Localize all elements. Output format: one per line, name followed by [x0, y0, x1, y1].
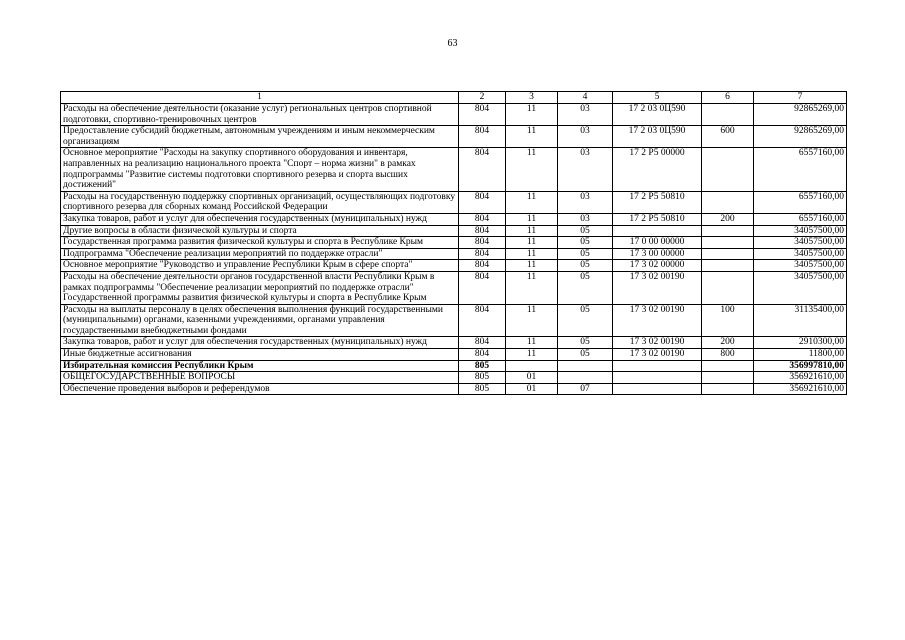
amount-cell: 34057500,00 — [754, 237, 847, 249]
item-name-cell: ОБЩЕГОСУДАРСТВЕННЫЕ ВОПРОСЫ — [61, 372, 459, 384]
code-vr-cell — [702, 104, 754, 126]
code-csr-cell: 17 2 03 0Ц590 — [613, 126, 702, 148]
code-vr-cell — [702, 248, 754, 260]
amount-cell: 92865269,00 — [754, 104, 847, 126]
code-rz-cell: 11 — [506, 237, 558, 249]
header-cell: 6 — [702, 92, 754, 104]
code-pr-cell: 03 — [558, 213, 613, 225]
code-vr-cell — [702, 225, 754, 237]
table-body — [61, 104, 847, 395]
item-name-cell: Подпрограмма "Обеспечение реализации мероприятий по поддержке отрасли" — [61, 248, 459, 260]
code-csr-cell: 17 3 02 00190 — [613, 337, 702, 349]
code-csr-cell: 17 2 P5 50810 — [613, 191, 702, 213]
table-row — [61, 126, 847, 148]
code-csr-cell: 17 3 00 00000 — [613, 248, 702, 260]
table-row — [61, 225, 847, 237]
table-row — [61, 213, 847, 225]
code-rz-cell: 11 — [506, 104, 558, 126]
code-csr-cell: 17 0 00 00000 — [613, 237, 702, 249]
header-cell: 1 — [61, 92, 459, 104]
amount-cell: 356997810,00 — [754, 360, 847, 372]
header-cell: 3 — [506, 92, 558, 104]
code-pr-cell: 03 — [558, 148, 613, 191]
code-gr-cell: 804 — [459, 225, 506, 237]
item-name-cell: Закупка товаров, работ и услуг для обеспечения государственных (муниципальных) нужд — [61, 337, 459, 349]
amount-cell: 356921610,00 — [754, 372, 847, 384]
table-row — [61, 372, 847, 384]
amount-cell: 356921610,00 — [754, 383, 847, 395]
table-row — [61, 260, 847, 272]
code-rz-cell: 11 — [506, 213, 558, 225]
amount-cell: 34057500,00 — [754, 225, 847, 237]
table-row — [61, 191, 847, 213]
code-pr-cell: 05 — [558, 260, 613, 272]
code-pr-cell: 03 — [558, 126, 613, 148]
code-csr-cell: 17 2 03 0Ц590 — [613, 104, 702, 126]
code-csr-cell — [613, 225, 702, 237]
code-pr-cell: 05 — [558, 349, 613, 361]
code-rz-cell: 01 — [506, 372, 558, 384]
header-cell: 2 — [459, 92, 506, 104]
amount-cell: 11800,00 — [754, 349, 847, 361]
item-name-cell: Расходы на выплаты персоналу в целях обеспечения выполнения функций государственными (муниципальными) органами, казенными учреждениями, органами управления государственными внебюджетными фондами — [61, 304, 459, 337]
code-pr-cell: 03 — [558, 104, 613, 126]
header-row — [61, 92, 847, 104]
item-name-cell: Иные бюджетные ассигнования — [61, 349, 459, 361]
code-vr-cell: 200 — [702, 337, 754, 349]
code-vr-cell — [702, 383, 754, 395]
amount-cell: 2910300,00 — [754, 337, 847, 349]
header-cell: 5 — [613, 92, 702, 104]
code-gr-cell: 804 — [459, 304, 506, 337]
code-rz-cell: 11 — [506, 271, 558, 304]
table-row — [61, 237, 847, 249]
item-name-cell: Расходы на государственную поддержку спортивных организаций, осуществляющих подготовку спортивного резерва для сборных команд Российской Федерации — [61, 191, 459, 213]
code-rz-cell: 11 — [506, 349, 558, 361]
code-pr-cell: 05 — [558, 271, 613, 304]
item-name-cell: Основное мероприятие "Руководство и управление Республики Крым в сфере спорта" — [61, 260, 459, 272]
code-pr-cell: 05 — [558, 304, 613, 337]
budget-table — [60, 91, 847, 395]
code-rz-cell: 11 — [506, 304, 558, 337]
header-cell: 7 — [754, 92, 847, 104]
code-rz-cell: 11 — [506, 148, 558, 191]
page-number: 63 — [447, 38, 458, 49]
code-rz-cell — [506, 360, 558, 372]
code-vr-cell: 200 — [702, 213, 754, 225]
table-row — [61, 337, 847, 349]
item-name-cell: Расходы на обеспечение деятельности (оказание услуг) региональных центров спортивной подготовки, спортивно-тренировочных центров — [61, 104, 459, 126]
item-name-cell: Основное мероприятие "Расходы на закупку спортивного оборудования и инвентаря, направленных на реализацию национального проекта "Спорт – норма жизни" в рамках подпрограммы "Развитие системы подготовки спортивного резерва и спорта высших достижений" — [61, 148, 459, 191]
code-csr-cell — [613, 372, 702, 384]
code-csr-cell — [613, 383, 702, 395]
code-vr-cell — [702, 148, 754, 191]
code-gr-cell: 804 — [459, 148, 506, 191]
amount-cell: 92865269,00 — [754, 126, 847, 148]
item-name-cell: Государственная программа развития физической культуры и спорта в Республике Крым — [61, 237, 459, 249]
item-name-cell: Закупка товаров, работ и услуг для обеспечения государственных (муниципальных) нужд — [61, 213, 459, 225]
code-csr-cell: 17 3 02 00190 — [613, 271, 702, 304]
code-vr-cell — [702, 260, 754, 272]
code-vr-cell — [702, 191, 754, 213]
amount-cell: 6557160,00 — [754, 191, 847, 213]
code-vr-cell — [702, 360, 754, 372]
item-name-cell: Расходы на обеспечение деятельности органов государственной власти Республики Крым в рамках подпрограммы "Обеспечение реализации мероприятий по поддержке отрасли" Государственной программы развития физической культуры и спорта в Республике Крым — [61, 271, 459, 304]
item-name-cell: Обеспечение проведения выборов и референдумов — [61, 383, 459, 395]
code-rz-cell: 11 — [506, 191, 558, 213]
amount-cell: 31135400,00 — [754, 304, 847, 337]
code-csr-cell — [613, 360, 702, 372]
table-row — [61, 104, 847, 126]
table-row — [61, 383, 847, 395]
code-gr-cell: 804 — [459, 271, 506, 304]
code-csr-cell: 17 3 02 00190 — [613, 349, 702, 361]
code-csr-cell: 17 3 02 00190 — [613, 304, 702, 337]
code-gr-cell: 804 — [459, 104, 506, 126]
code-gr-cell: 805 — [459, 383, 506, 395]
code-rz-cell: 11 — [506, 260, 558, 272]
code-vr-cell: 100 — [702, 304, 754, 337]
amount-cell: 34057500,00 — [754, 248, 847, 260]
table-row — [61, 349, 847, 361]
code-vr-cell: 600 — [702, 126, 754, 148]
code-pr-cell: 07 — [558, 383, 613, 395]
item-name-cell: Предоставление субсидий бюджетным, автономным учреждениям и иным некоммерческим организациям — [61, 126, 459, 148]
code-gr-cell: 804 — [459, 349, 506, 361]
code-pr-cell: 05 — [558, 225, 613, 237]
code-gr-cell: 804 — [459, 213, 506, 225]
code-csr-cell: 17 2 P5 50810 — [613, 213, 702, 225]
code-rz-cell: 01 — [506, 383, 558, 395]
code-gr-cell: 804 — [459, 260, 506, 272]
code-pr-cell — [558, 360, 613, 372]
table-row — [61, 148, 847, 191]
code-vr-cell — [702, 271, 754, 304]
amount-cell: 6557160,00 — [754, 213, 847, 225]
code-gr-cell: 804 — [459, 337, 506, 349]
code-pr-cell: 05 — [558, 248, 613, 260]
table-row — [61, 248, 847, 260]
header-cell: 4 — [558, 92, 613, 104]
code-gr-cell: 804 — [459, 126, 506, 148]
code-gr-cell: 804 — [459, 191, 506, 213]
code-pr-cell: 05 — [558, 237, 613, 249]
code-gr-cell: 804 — [459, 237, 506, 249]
code-gr-cell: 804 — [459, 248, 506, 260]
code-csr-cell: 17 3 02 00000 — [613, 260, 702, 272]
amount-cell: 6557160,00 — [754, 148, 847, 191]
code-rz-cell: 11 — [506, 225, 558, 237]
amount-cell: 34057500,00 — [754, 271, 847, 304]
code-vr-cell — [702, 237, 754, 249]
code-csr-cell: 17 2 P5 00000 — [613, 148, 702, 191]
code-vr-cell — [702, 372, 754, 384]
table-row — [61, 271, 847, 304]
code-vr-cell: 800 — [702, 349, 754, 361]
item-name-cell: Избирательная комиссия Республики Крым — [61, 360, 459, 372]
code-pr-cell — [558, 372, 613, 384]
item-name-cell: Другие вопросы в области физической культуры и спорта — [61, 225, 459, 237]
table-row — [61, 360, 847, 372]
code-rz-cell: 11 — [506, 126, 558, 148]
code-rz-cell: 11 — [506, 337, 558, 349]
table-row — [61, 304, 847, 337]
code-gr-cell: 805 — [459, 372, 506, 384]
code-pr-cell: 03 — [558, 191, 613, 213]
code-rz-cell: 11 — [506, 248, 558, 260]
code-gr-cell: 805 — [459, 360, 506, 372]
amount-cell: 34057500,00 — [754, 260, 847, 272]
code-pr-cell: 05 — [558, 337, 613, 349]
